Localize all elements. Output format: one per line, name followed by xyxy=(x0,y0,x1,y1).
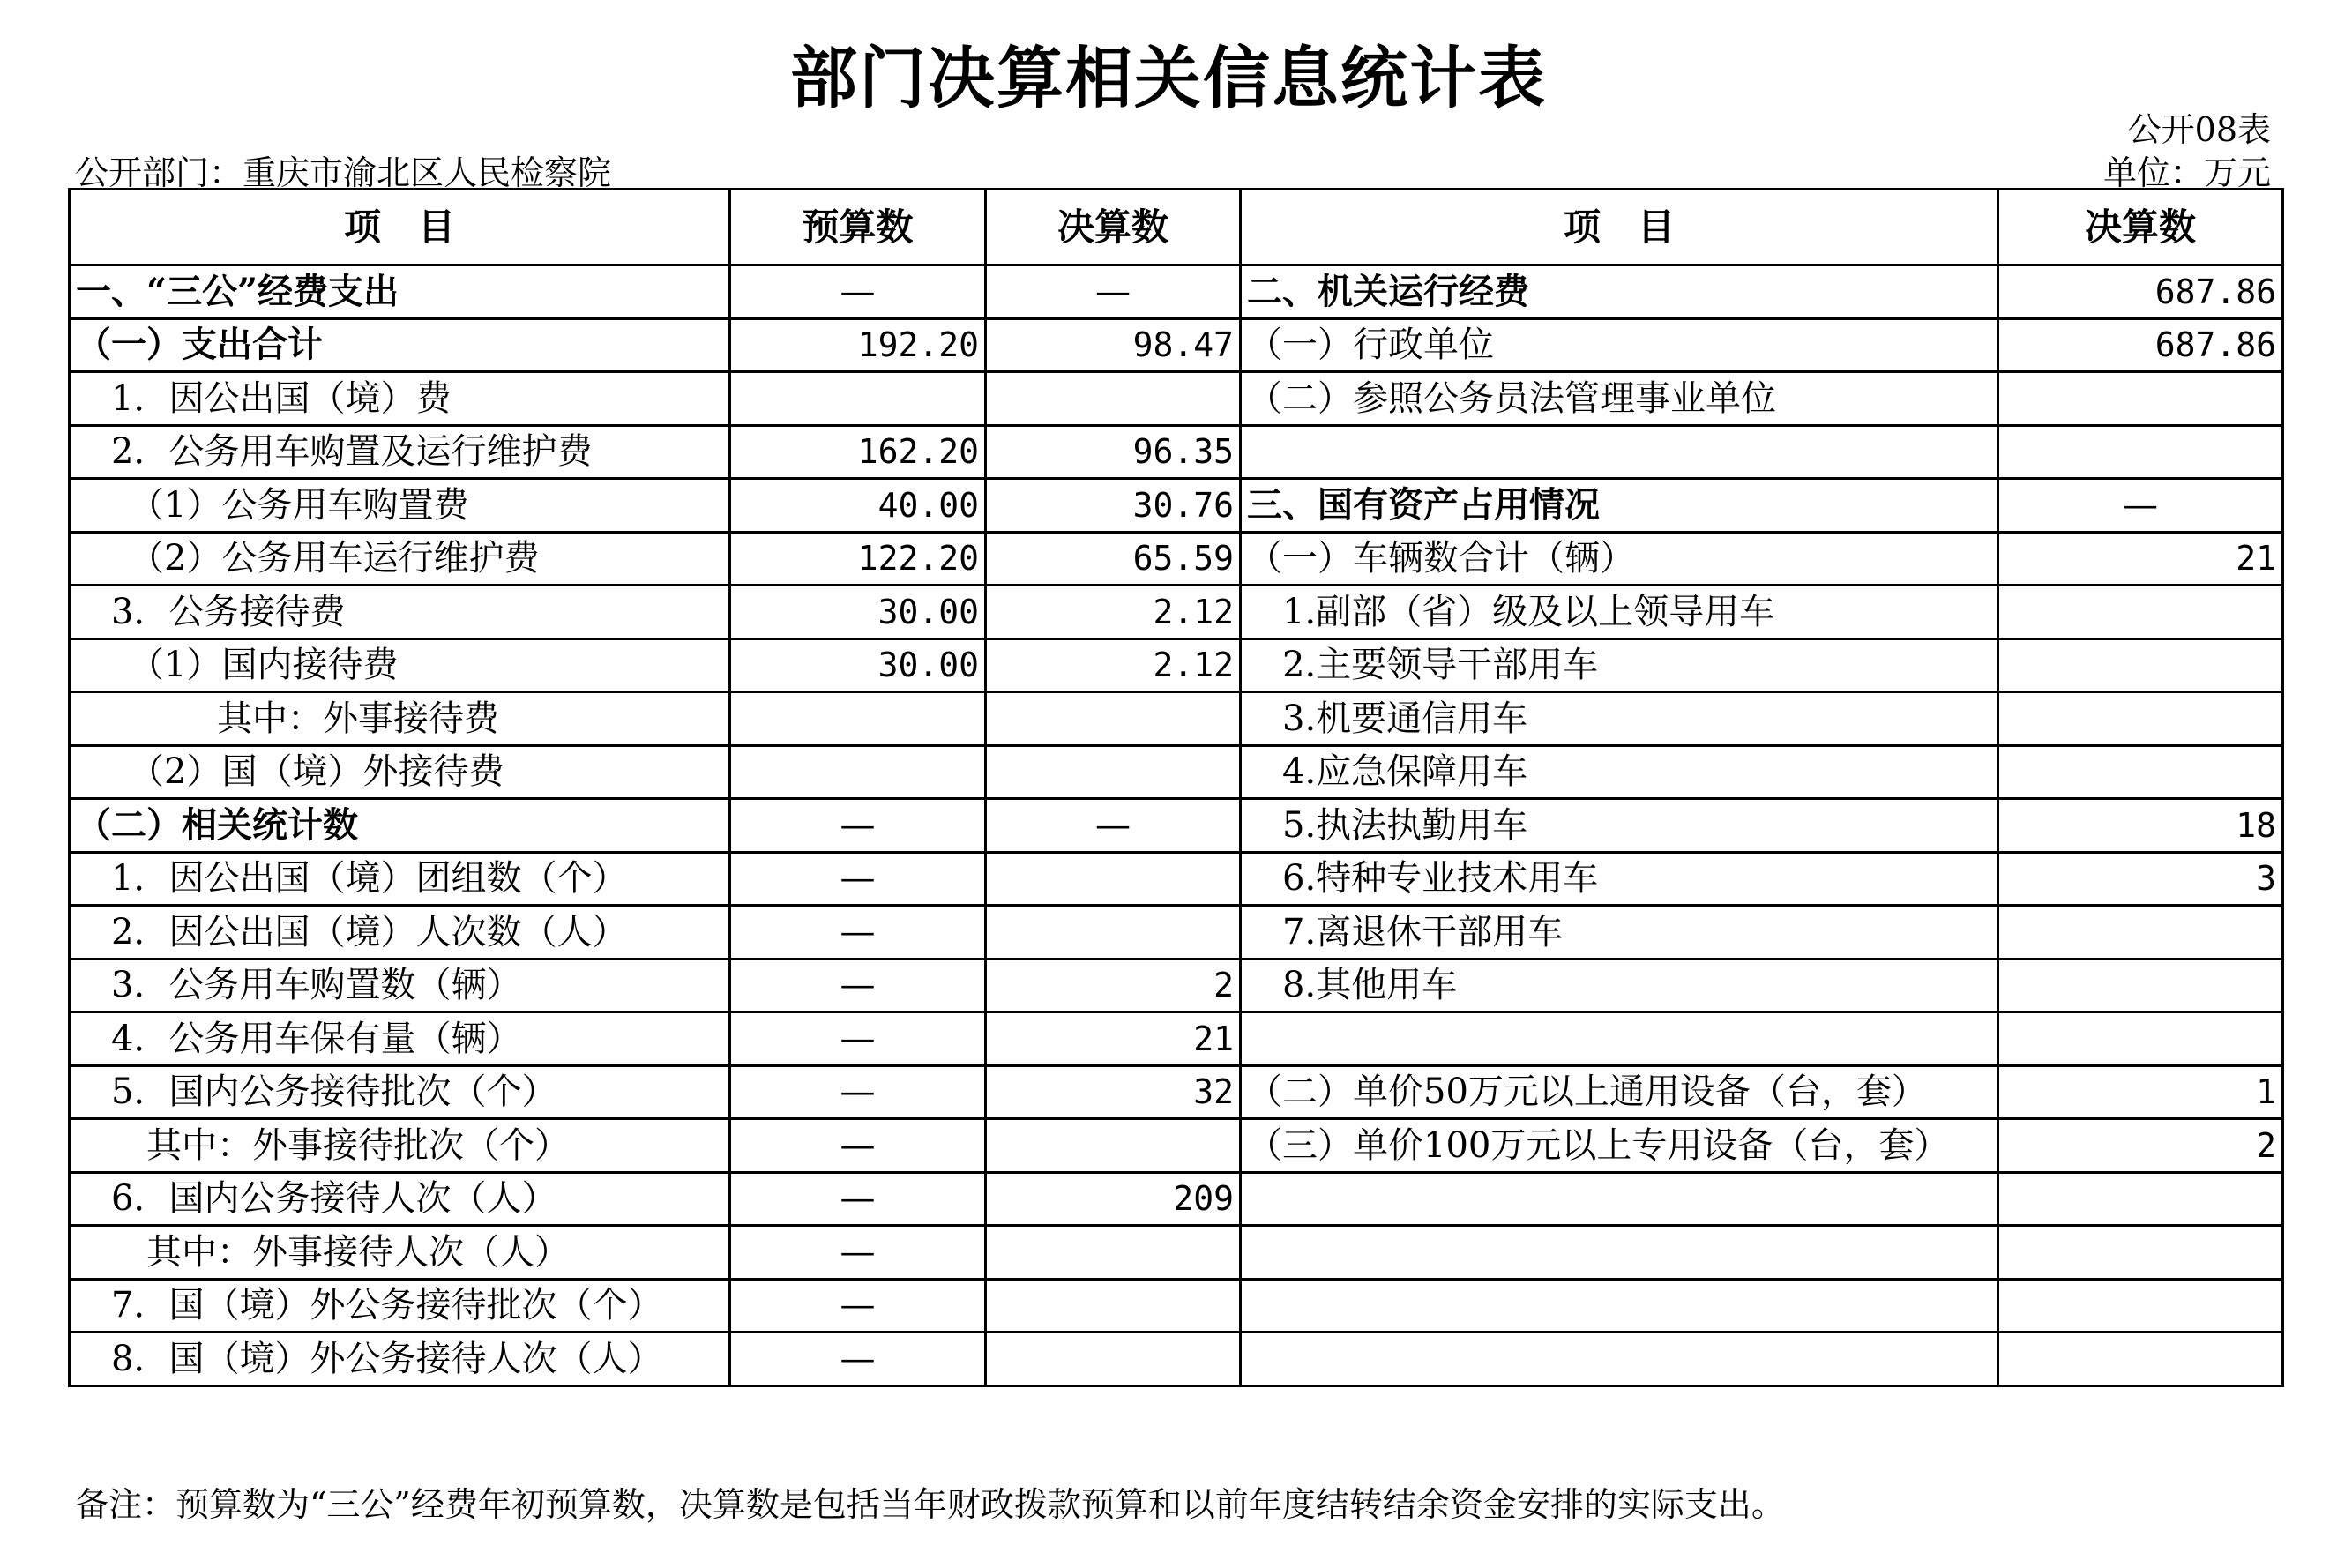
right-value-cell xyxy=(1998,425,2283,479)
right-item-cell: （二）单价50万元以上通用设备（台，套） xyxy=(1241,1065,1998,1119)
table-row xyxy=(70,906,2283,959)
final-cell: — xyxy=(986,799,1241,853)
table-row xyxy=(70,1279,2283,1333)
right-value-cell: 3 xyxy=(1998,852,2283,906)
final-cell: 209 xyxy=(986,1172,1241,1226)
left-item-cell: 4．公务用车保有量（辆） xyxy=(70,1012,730,1066)
table-row xyxy=(70,532,2283,586)
right-item-cell: 三、国有资产占用情况 xyxy=(1241,479,1998,533)
left-item-cell: （二）相关统计数 xyxy=(70,799,730,853)
right-value-cell xyxy=(1998,745,2283,799)
right-value-cell: 18 xyxy=(1998,799,2283,853)
right-item-cell: 3.机要通信用车 xyxy=(1241,692,1998,746)
table-body xyxy=(70,265,2283,1386)
table-row xyxy=(70,1119,2283,1173)
final-cell: 21 xyxy=(986,1012,1241,1066)
right-item-cell xyxy=(1241,1226,1998,1280)
right-value-cell: — xyxy=(1998,479,2283,533)
left-item-cell: 3．公务接待费 xyxy=(70,586,730,639)
table-row xyxy=(70,745,2283,799)
table-row xyxy=(70,1226,2283,1280)
final-cell xyxy=(986,1333,1241,1386)
left-item-cell: 2．公务用车购置及运行维护费 xyxy=(70,425,730,479)
left-item-cell: （1）公务用车购置费 xyxy=(70,479,730,533)
right-item-cell: 4.应急保障用车 xyxy=(1241,745,1998,799)
header-item-left: 项 目 xyxy=(70,190,730,265)
right-item-cell: （二）参照公务员法管理事业单位 xyxy=(1241,372,1998,426)
budget-cell: — xyxy=(730,959,986,1012)
budget-cell: 122.20 xyxy=(730,532,986,586)
right-value-cell xyxy=(1998,1012,2283,1066)
unit-label: 单位：万元 xyxy=(2102,153,2271,192)
table-row xyxy=(70,692,2283,746)
right-value-cell: 687.86 xyxy=(1998,265,2283,319)
final-cell: 32 xyxy=(986,1065,1241,1119)
table-row xyxy=(70,1172,2283,1226)
right-value-cell: 21 xyxy=(1998,532,2283,586)
final-cell: 30.76 xyxy=(986,479,1241,533)
left-item-cell: 3．公务用车购置数（辆） xyxy=(70,959,730,1012)
header-final-right: 决算数 xyxy=(1998,190,2283,265)
right-value-cell xyxy=(1998,1172,2283,1226)
budget-cell: 40.00 xyxy=(730,479,986,533)
right-item-cell: （一）行政单位 xyxy=(1241,318,1998,372)
right-item-cell xyxy=(1241,1279,1998,1333)
right-item-cell: （三）单价100万元以上专用设备（台，套） xyxy=(1241,1119,1998,1173)
right-item-cell: 1.副部（省）级及以上领导用车 xyxy=(1241,586,1998,639)
final-cell: — xyxy=(986,265,1241,319)
budget-cell xyxy=(730,372,986,426)
budget-cell: 162.20 xyxy=(730,425,986,479)
form-number: 公开08表 xyxy=(2127,110,2271,149)
final-cell xyxy=(986,1119,1241,1173)
budget-cell: — xyxy=(730,265,986,319)
right-item-cell: 二、机关运行经费 xyxy=(1241,265,1998,319)
right-item-cell: 2.主要领导干部用车 xyxy=(1241,638,1998,692)
budget-cell: — xyxy=(730,1065,986,1119)
budget-cell: — xyxy=(730,906,986,959)
right-value-cell xyxy=(1998,692,2283,746)
right-value-cell: 1 xyxy=(1998,1065,2283,1119)
table-row xyxy=(70,799,2283,853)
right-item-cell xyxy=(1241,1172,1998,1226)
budget-cell: — xyxy=(730,1012,986,1066)
final-cell xyxy=(986,692,1241,746)
left-item-cell: （1）国内接待费 xyxy=(70,638,730,692)
table-row xyxy=(70,318,2283,372)
right-value-cell xyxy=(1998,906,2283,959)
left-item-cell: 7．国（境）外公务接待批次（个） xyxy=(70,1279,730,1333)
left-item-cell: 一、“三公”经费支出 xyxy=(70,265,730,319)
final-cell: 98.47 xyxy=(986,318,1241,372)
footnote: 备注：预算数为“三公”经费年初预算数，决算数是包括当年财政拨款预算和以前年度结转结余资金安排的实际支出。 xyxy=(75,1485,1785,1524)
budget-cell: — xyxy=(730,1333,986,1386)
budget-cell: 30.00 xyxy=(730,586,986,639)
right-item-cell xyxy=(1241,1012,1998,1066)
right-item-cell: 8.其他用车 xyxy=(1241,959,1998,1012)
budget-cell: — xyxy=(730,799,986,853)
right-value-cell xyxy=(1998,1333,2283,1386)
budget-cell: 30.00 xyxy=(730,638,986,692)
final-cell: 65.59 xyxy=(986,532,1241,586)
final-cell: 96.35 xyxy=(986,425,1241,479)
table-row xyxy=(70,1065,2283,1119)
left-item-cell: 5．国内公务接待批次（个） xyxy=(70,1065,730,1119)
header-item-right: 项 目 xyxy=(1241,190,1998,265)
left-item-cell: 其中：外事接待批次（个） xyxy=(70,1119,730,1173)
left-item-cell: 其中：外事接待人次（人） xyxy=(70,1226,730,1280)
table-row xyxy=(70,1012,2283,1066)
right-value-cell xyxy=(1998,959,2283,1012)
right-value-cell xyxy=(1998,638,2283,692)
table-row xyxy=(70,638,2283,692)
final-cell: 2.12 xyxy=(986,586,1241,639)
right-value-cell xyxy=(1998,1226,2283,1280)
final-cell xyxy=(986,1226,1241,1280)
right-value-cell: 2 xyxy=(1998,1119,2283,1173)
budget-cell: — xyxy=(730,1172,986,1226)
final-cell xyxy=(986,906,1241,959)
final-cell xyxy=(986,372,1241,426)
left-item-cell: 8．国（境）外公务接待人次（人） xyxy=(70,1333,730,1386)
right-item-cell: 7.离退休干部用车 xyxy=(1241,906,1998,959)
budget-cell xyxy=(730,692,986,746)
header-final-left: 决算数 xyxy=(986,190,1241,265)
left-item-cell: （2）国（境）外接待费 xyxy=(70,745,730,799)
final-cell xyxy=(986,1279,1241,1333)
right-item-cell: （一）车辆数合计（辆） xyxy=(1241,532,1998,586)
left-item-cell: 2．因公出国（境）人次数（人） xyxy=(70,906,730,959)
right-item-cell xyxy=(1241,1333,1998,1386)
final-cell xyxy=(986,745,1241,799)
table-row xyxy=(70,959,2283,1012)
budget-cell: — xyxy=(730,852,986,906)
final-cell xyxy=(986,852,1241,906)
right-item-cell: 5.执法执勤用车 xyxy=(1241,799,1998,853)
budget-cell: — xyxy=(730,1279,986,1333)
final-cell: 2 xyxy=(986,959,1241,1012)
statistics-table xyxy=(68,188,2284,1387)
final-cell: 2.12 xyxy=(986,638,1241,692)
right-value-cell xyxy=(1998,586,2283,639)
budget-cell: 192.20 xyxy=(730,318,986,372)
table-row xyxy=(70,479,2283,533)
header-budget: 预算数 xyxy=(730,190,986,265)
budget-cell: — xyxy=(730,1119,986,1173)
left-item-cell: 其中：外事接待费 xyxy=(70,692,730,746)
left-item-cell: （一）支出合计 xyxy=(70,318,730,372)
table-row xyxy=(70,852,2283,906)
left-item-cell: 1．因公出国（境）费 xyxy=(70,372,730,426)
table-header-row xyxy=(70,190,2283,265)
left-item-cell: （2）公务用车运行维护费 xyxy=(70,532,730,586)
right-value-cell xyxy=(1998,1279,2283,1333)
table-row xyxy=(70,265,2283,319)
right-item-cell: 6.特种专业技术用车 xyxy=(1241,852,1998,906)
table-row xyxy=(70,586,2283,639)
budget-cell: — xyxy=(730,1226,986,1280)
page-title: 部门决算相关信息统计表 xyxy=(790,39,1547,117)
left-item-cell: 6．国内公务接待人次（人） xyxy=(70,1172,730,1226)
table-row xyxy=(70,1333,2283,1386)
budget-cell xyxy=(730,745,986,799)
right-item-cell xyxy=(1241,425,1998,479)
right-value-cell xyxy=(1998,372,2283,426)
department-label: 公开部门：重庆市渝北区人民检察院 xyxy=(75,153,612,192)
right-value-cell: 687.86 xyxy=(1998,318,2283,372)
left-item-cell: 1．因公出国（境）团组数（个） xyxy=(70,852,730,906)
table-row xyxy=(70,372,2283,426)
table-row xyxy=(70,425,2283,479)
